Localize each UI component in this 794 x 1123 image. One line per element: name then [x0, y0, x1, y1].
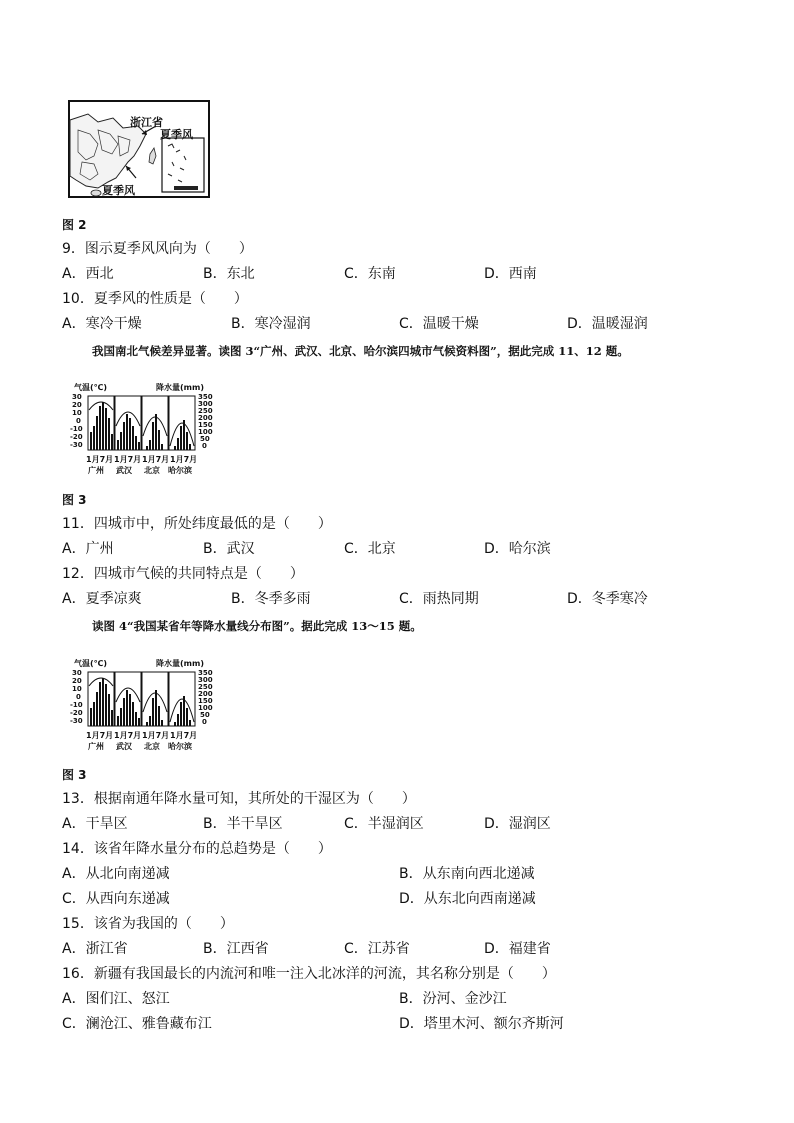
month-label: 1月7月 — [86, 731, 114, 740]
question-9: 9．图示夏季风风向为（ ） — [62, 241, 253, 257]
q11-option-d[interactable]: D．哈尔滨 — [484, 541, 551, 557]
figure-2-caption: 图 2 — [62, 218, 87, 232]
q14-option-d[interactable]: D．从东北向西南递减 — [399, 891, 536, 907]
temp-tick: -30 — [70, 441, 83, 449]
precip-tick: 0 — [202, 442, 207, 450]
q11-option-c[interactable]: C．北京 — [344, 541, 396, 557]
q16-option-a[interactable]: A．图们江、怒江 — [62, 991, 170, 1007]
q13-option-a[interactable]: A．干旱区 — [62, 816, 128, 832]
city-label: 广州 — [88, 466, 104, 475]
q11-option-b[interactable]: B．武汉 — [203, 541, 255, 557]
svg-text:350: 350 — [198, 669, 213, 677]
q10-option-d[interactable]: D．温暖湿润 — [567, 316, 648, 332]
question-15: 15．该省为我国的（ ） — [62, 916, 234, 932]
precip-tick: 200 — [198, 414, 213, 422]
q13-option-d[interactable]: D．湿润区 — [484, 816, 551, 832]
city-label: 武汉 — [116, 466, 132, 475]
city-label: 哈尔滨 — [168, 742, 192, 751]
month-label: 1月7月 — [170, 455, 198, 464]
question-12: 12．四城市气候的共同特点是（ ） — [62, 566, 304, 582]
month-label: 1月7月 — [114, 731, 142, 740]
svg-text:0: 0 — [202, 718, 207, 726]
precip-tick: 150 — [198, 421, 213, 429]
month-label: 1月7月 — [142, 731, 170, 740]
intro-figure-4: 读图 4“我国某省年等降水量线分布图”。据此完成 13～15 题。 — [92, 619, 422, 633]
month-label: 1月7月 — [86, 455, 114, 464]
question-16: 16．新疆有我国最长的内流河和唯一注入北冰洋的河流，其名称分别是（ ） — [62, 966, 556, 982]
q12-option-c[interactable]: C．雨热同期 — [399, 591, 479, 607]
city-label: 北京 — [144, 742, 160, 751]
q16-option-b[interactable]: B．汾河、金沙江 — [399, 991, 507, 1007]
figure-3-caption: 图 3 — [62, 493, 87, 507]
temp-tick: -10 — [70, 425, 83, 433]
map-label-summer-monsoon-2: 夏季风 — [102, 184, 135, 197]
temp-tick: 20 — [72, 401, 82, 409]
question-11: 11．四城市中，所处纬度最低的是（ ） — [62, 516, 332, 532]
svg-text:20: 20 — [72, 677, 82, 685]
map-label-zhejiang: 浙江省 — [130, 116, 163, 129]
svg-text:250: 250 — [198, 683, 213, 691]
q10-option-b[interactable]: B．寒冷湿润 — [231, 316, 311, 332]
q9-option-c[interactable]: C．东南 — [344, 266, 396, 282]
svg-text:-30: -30 — [70, 717, 83, 725]
city-label: 武汉 — [116, 742, 132, 751]
temp-axis-label: 气温(℃) — [74, 383, 107, 392]
svg-text:50: 50 — [200, 711, 210, 719]
month-label: 1月7月 — [170, 731, 198, 740]
q15-option-b[interactable]: B．江西省 — [203, 941, 269, 957]
precip-tick: 100 — [198, 428, 213, 436]
q15-option-d[interactable]: D．福建省 — [484, 941, 551, 957]
q12-option-d[interactable]: D．冬季寒冷 — [567, 591, 648, 607]
precip-axis-label: 降水量(mm) — [156, 659, 204, 668]
q13-option-c[interactable]: C．半湿润区 — [344, 816, 424, 832]
q9-option-a[interactable]: A．西北 — [62, 266, 114, 282]
q9-option-d[interactable]: D．西南 — [484, 266, 537, 282]
q15-option-c[interactable]: C．江苏省 — [344, 941, 410, 957]
svg-text:-10: -10 — [70, 701, 83, 709]
svg-text:0: 0 — [76, 693, 81, 701]
city-label: 哈尔滨 — [168, 466, 192, 475]
temp-tick: 30 — [72, 393, 82, 401]
figure-2-map — [68, 100, 210, 198]
q12-option-a[interactable]: A．夏季凉爽 — [62, 591, 142, 607]
city-label: 北京 — [144, 466, 160, 475]
climate-chart-2 — [70, 658, 220, 753]
q11-option-a[interactable]: A．广州 — [62, 541, 114, 557]
map-label-summer-monsoon-1: 夏季风 — [160, 128, 193, 141]
q15-option-a[interactable]: A．浙江省 — [62, 941, 128, 957]
month-label: 1月7月 — [142, 455, 170, 464]
q14-option-c[interactable]: C．从西向东递减 — [62, 891, 170, 907]
question-14: 14．该省年降水量分布的总趋势是（ ） — [62, 841, 332, 857]
city-label: 广州 — [88, 742, 104, 751]
q9-option-b[interactable]: B．东北 — [203, 266, 255, 282]
temp-tick: -20 — [70, 433, 83, 441]
temp-tick: 0 — [76, 417, 81, 425]
q13-option-b[interactable]: B．半干旱区 — [203, 816, 283, 832]
q12-option-b[interactable]: B．冬季多雨 — [231, 591, 311, 607]
precip-tick: 300 — [198, 400, 213, 408]
q16-option-d[interactable]: D．塔里木河、额尔齐斯河 — [399, 1016, 564, 1032]
figure-3b-caption: 图 3 — [62, 768, 87, 782]
question-13: 13．根据南通年降水量可知，其所处的干湿区为（ ） — [62, 791, 416, 807]
svg-text:300: 300 — [198, 676, 213, 684]
svg-text:30: 30 — [72, 669, 82, 677]
svg-text:150: 150 — [198, 697, 213, 705]
q14-option-a[interactable]: A．从北向南递减 — [62, 866, 170, 882]
question-10: 10．夏季风的性质是（ ） — [62, 291, 248, 307]
temp-axis-label: 气温(℃) — [74, 659, 107, 668]
climate-chart-1 — [70, 382, 220, 477]
svg-text:-20: -20 — [70, 709, 83, 717]
precip-tick: 250 — [198, 407, 213, 415]
svg-text:100: 100 — [198, 704, 213, 712]
climate-chart-plot — [70, 668, 220, 733]
month-label: 1月7月 — [114, 455, 142, 464]
precip-tick: 50 — [200, 435, 210, 443]
svg-text:10: 10 — [72, 685, 82, 693]
q10-option-c[interactable]: C．温暖干燥 — [399, 316, 479, 332]
precip-axis-label: 降水量(mm) — [156, 383, 204, 392]
q10-option-a[interactable]: A．寒冷干燥 — [62, 316, 142, 332]
svg-text:200: 200 — [198, 690, 213, 698]
intro-figure-3: 我国南北气候差异显著。读图 3“广州、武汉、北京、哈尔滨四城市气候资料图”，据此完成 11、12 题。 — [92, 344, 629, 358]
temp-tick: 10 — [72, 409, 82, 417]
climate-chart-plot — [70, 392, 220, 457]
precip-tick: 350 — [198, 393, 213, 401]
q14-option-b[interactable]: B．从东南向西北递减 — [399, 866, 535, 882]
q16-option-c[interactable]: C．澜沧江、雅鲁藏布江 — [62, 1016, 212, 1032]
